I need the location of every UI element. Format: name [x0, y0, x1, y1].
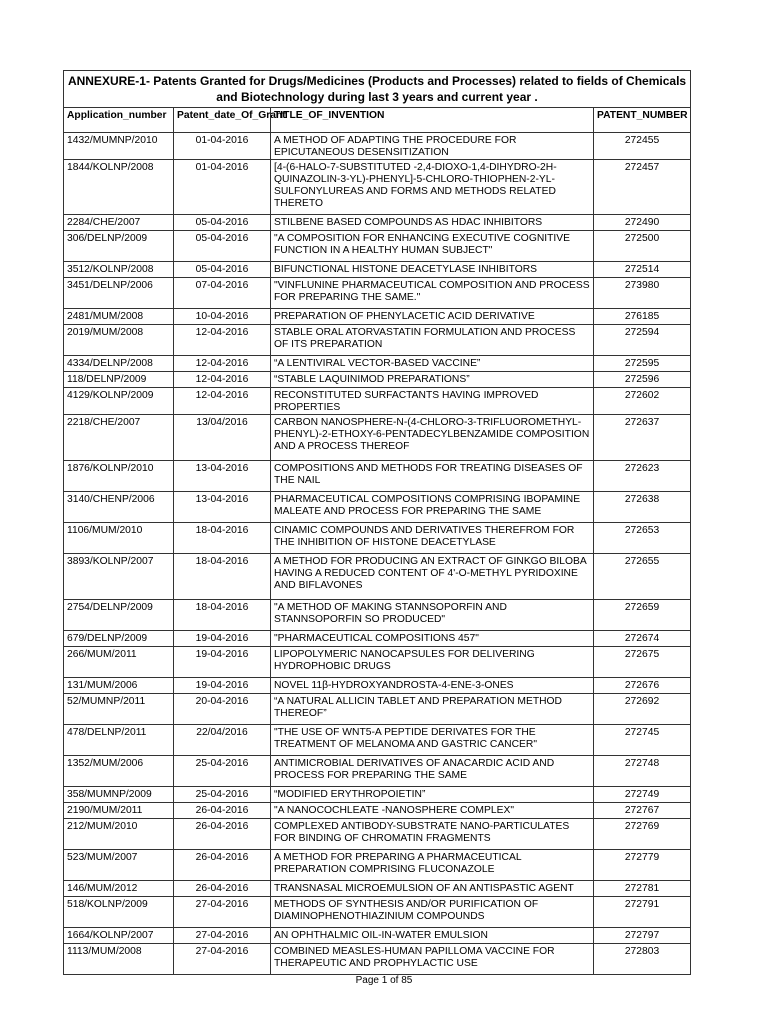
- application-number-cell: 523/MUM/2007: [64, 850, 174, 881]
- invention-title-cell: [4-(6-HALO-7-SUBSTITUTED -2,4-DIOXO-1,4-DIHYDRO-2H-QUINAZOLIN-3-YL)-PHENYL]-5-CHLORO-THIOPHEN-2-YL-SULFONYLUREAS AND FORMS AND METHODS RELATED THERETO: [271, 160, 594, 215]
- table-row: [64, 372, 691, 388]
- patent-number-cell: 272767: [594, 803, 691, 819]
- invention-title-cell: CARBON NANOSPHERE-N-(4-CHLORO-3-TRIFLUOROMETHYL-PHENYL)-2-ETHOXY-6-PENTADECYLBENZAMIDE COMPOSITION AND A PROCESS THEREOF: [271, 415, 594, 461]
- invention-title-cell: COMPOSITIONS AND METHODS FOR TREATING DISEASES OF THE NAIL: [271, 461, 594, 492]
- patent-date-cell: 10-04-2016: [174, 309, 271, 325]
- patent-date-cell: 01-04-2016: [174, 160, 271, 215]
- patent-number-cell: 272638: [594, 492, 691, 523]
- patent-date-cell: 25-04-2016: [174, 756, 271, 787]
- invention-title-cell: TRANSNASAL MICROEMULSION OF AN ANTISPASTIC AGENT: [271, 881, 594, 897]
- table-row: [64, 492, 691, 523]
- patent-number-cell: 273980: [594, 278, 691, 309]
- table-row: [64, 725, 691, 756]
- patent-date-cell: 26-04-2016: [174, 819, 271, 850]
- table-row: [64, 133, 691, 160]
- patent-date-cell: 27-04-2016: [174, 944, 271, 975]
- invention-title-cell: “A NATURAL ALLICIN TABLET AND PREPARATION METHOD THEREOF”: [271, 694, 594, 725]
- patent-date-cell: 13-04-2016: [174, 492, 271, 523]
- page-footer: Page 1 of 85: [355, 975, 413, 986]
- patent-number-cell: 272602: [594, 388, 691, 415]
- patent-number-cell: 272594: [594, 325, 691, 356]
- patent-number-cell: 272595: [594, 356, 691, 372]
- table-row: [64, 461, 691, 492]
- patent-number-cell: 272490: [594, 215, 691, 231]
- table-row: [64, 215, 691, 231]
- application-number-cell: 2190/MUM/2011: [64, 803, 174, 819]
- patent-date-cell: 13-04-2016: [174, 461, 271, 492]
- patents-table: [63, 70, 691, 975]
- patent-number-cell: 272692: [594, 694, 691, 725]
- invention-title-cell: ANTIMICROBIAL DERIVATIVES OF ANACARDIC ACID AND PROCESS FOR PREPARING THE SAME: [271, 756, 594, 787]
- patent-number-cell: 272674: [594, 631, 691, 647]
- table-row: [64, 944, 691, 975]
- patent-date-cell: 27-04-2016: [174, 897, 271, 928]
- patent-number-cell: 272803: [594, 944, 691, 975]
- application-number-cell: 2284/CHE/2007: [64, 215, 174, 231]
- invention-title-cell: METHODS OF SYNTHESIS AND/OR PURIFICATION OF DIAMINOPHENOTHIAZINIUM COMPOUNDS: [271, 897, 594, 928]
- application-number-cell: 146/MUM/2012: [64, 881, 174, 897]
- table-row: [64, 819, 691, 850]
- invention-title-cell: "THE USE OF WNT5-A PEPTIDE DERIVATES FOR THE TREATMENT OF MELANOMA AND GASTRIC CANCER": [271, 725, 594, 756]
- patent-date-cell: 01-04-2016: [174, 133, 271, 160]
- invention-title-cell: PREPARATION OF PHENYLACETIC ACID DERIVATIVE: [271, 309, 594, 325]
- patent-number-cell: 272653: [594, 523, 691, 554]
- patent-date-cell: 13/04/2016: [174, 415, 271, 461]
- invention-title-cell: COMBINED MEASLES-HUMAN PAPILLOMA VACCINE FOR THERAPEUTIC AND PROPHYLACTIC USE: [271, 944, 594, 975]
- invention-title-cell: “STABLE LAQUINIMOD PREPARATIONS”: [271, 372, 594, 388]
- patent-number-cell: 272797: [594, 928, 691, 944]
- patent-date-cell: 26-04-2016: [174, 881, 271, 897]
- application-number-cell: 3140/CHENP/2006: [64, 492, 174, 523]
- header-patent-date: Patent_date_Of_Grant: [174, 108, 271, 133]
- application-number-cell: 358/MUMNP/2009: [64, 787, 174, 803]
- invention-title-cell: PHARMACEUTICAL COMPOSITIONS COMPRISING IBOPAMINE MALEATE AND PROCESS FOR PREPARING THE SAME: [271, 492, 594, 523]
- table-row: [64, 231, 691, 262]
- application-number-cell: 4334/DELNP/2008: [64, 356, 174, 372]
- patent-number-cell: 272623: [594, 461, 691, 492]
- patent-date-cell: 07-04-2016: [174, 278, 271, 309]
- table-row: [64, 262, 691, 278]
- invention-title-cell: STABLE ORAL ATORVASTATIN FORMULATION AND PROCESS OF ITS PREPARATION: [271, 325, 594, 356]
- table-header-row: [64, 108, 691, 133]
- patent-date-cell: 27-04-2016: [174, 928, 271, 944]
- patent-number-cell: 272781: [594, 881, 691, 897]
- table-row: [64, 325, 691, 356]
- invention-title-cell: A METHOD FOR PRODUCING AN EXTRACT OF GINKGO BILOBA HAVING A REDUCED CONTENT OF 4'-O-METHYL PYRIDOXINE AND BIFLAVONES: [271, 554, 594, 600]
- header-title-of-invention: TITLE_OF_INVENTION: [271, 108, 594, 133]
- application-number-cell: 1844/KOLNP/2008: [64, 160, 174, 215]
- invention-title-cell: BIFUNCTIONAL HISTONE DEACETYLASE INHIBITORS: [271, 262, 594, 278]
- application-number-cell: 52/MUMNP/2011: [64, 694, 174, 725]
- application-number-cell: 2754/DELNP/2009: [64, 600, 174, 631]
- invention-title-cell: "A COMPOSITION FOR ENHANCING EXECUTIVE COGNITIVE FUNCTION IN A HEALTHY HUMAN SUBJECT": [271, 231, 594, 262]
- application-number-cell: 3893/KOLNP/2007: [64, 554, 174, 600]
- invention-title-cell: A METHOD FOR PREPARING A PHARMACEUTICAL PREPARATION COMPRISING FLUCONAZOLE: [271, 850, 594, 881]
- patent-number-cell: 276185: [594, 309, 691, 325]
- table-row: [64, 523, 691, 554]
- table-row: [64, 600, 691, 631]
- application-number-cell: 4129/KOLNP/2009: [64, 388, 174, 415]
- patent-number-cell: 272514: [594, 262, 691, 278]
- table-row: [64, 756, 691, 787]
- application-number-cell: 1432/MUMNP/2010: [64, 133, 174, 160]
- patent-number-cell: 272455: [594, 133, 691, 160]
- invention-title-cell: RECONSTITUTED SURFACTANTS HAVING IMPROVED PROPERTIES: [271, 388, 594, 415]
- patent-number-cell: 272748: [594, 756, 691, 787]
- patent-number-cell: 272749: [594, 787, 691, 803]
- application-number-cell: 2218/CHE/2007: [64, 415, 174, 461]
- application-number-cell: 679/DELNP/2009: [64, 631, 174, 647]
- patent-date-cell: 05-04-2016: [174, 262, 271, 278]
- patent-number-cell: 272659: [594, 600, 691, 631]
- patent-date-cell: 26-04-2016: [174, 850, 271, 881]
- patent-number-cell: 272500: [594, 231, 691, 262]
- patent-date-cell: 05-04-2016: [174, 215, 271, 231]
- application-number-cell: 1352/MUM/2006: [64, 756, 174, 787]
- patent-number-cell: 272457: [594, 160, 691, 215]
- table-row: [64, 850, 691, 881]
- invention-title-cell: "A METHOD OF MAKING STANNSOPORFIN AND STANNSOPORFIN SO PRODUCED": [271, 600, 594, 631]
- application-number-cell: 1876/KOLNP/2010: [64, 461, 174, 492]
- patent-number-cell: 272675: [594, 647, 691, 678]
- table-row: [64, 694, 691, 725]
- patent-number-cell: 272769: [594, 819, 691, 850]
- application-number-cell: 1664/KOLNP/2007: [64, 928, 174, 944]
- patent-date-cell: 25-04-2016: [174, 787, 271, 803]
- header-patent-number: PATENT_NUMBER: [594, 108, 691, 133]
- table-row: [64, 803, 691, 819]
- table-row: [64, 554, 691, 600]
- invention-title-cell: STILBENE BASED COMPOUNDS AS HDAC INHIBITORS: [271, 215, 594, 231]
- patent-date-cell: 26-04-2016: [174, 803, 271, 819]
- table-row: [64, 787, 691, 803]
- table-row: [64, 278, 691, 309]
- table-row: [64, 309, 691, 325]
- invention-title-cell: “MODIFIED ERYTHROPOIETIN”: [271, 787, 594, 803]
- patent-date-cell: 19-04-2016: [174, 631, 271, 647]
- invention-title-cell: “A LENTIVIRAL VECTOR-BASED VACCINE”: [271, 356, 594, 372]
- table-row: [64, 928, 691, 944]
- invention-title-cell: A METHOD OF ADAPTING THE PROCEDURE FOR EPICUTANEOUS DESENSITIZATION: [271, 133, 594, 160]
- application-number-cell: 212/MUM/2010: [64, 819, 174, 850]
- patent-number-cell: 272791: [594, 897, 691, 928]
- application-number-cell: 118/DELNP/2009: [64, 372, 174, 388]
- patent-date-cell: 05-04-2016: [174, 231, 271, 262]
- table-row: [64, 897, 691, 928]
- invention-title-cell: "PHARMACEUTICAL COMPOSITIONS 457": [271, 631, 594, 647]
- table-row: [64, 160, 691, 215]
- patent-date-cell: 12-04-2016: [174, 388, 271, 415]
- patent-date-cell: 18-04-2016: [174, 554, 271, 600]
- patent-number-cell: 272779: [594, 850, 691, 881]
- invention-title-cell: "VINFLUNINE PHARMACEUTICAL COMPOSITION AND PROCESS FOR PREPARING THE SAME.": [271, 278, 594, 309]
- application-number-cell: 306/DELNP/2009: [64, 231, 174, 262]
- patent-number-cell: 272655: [594, 554, 691, 600]
- invention-title-cell: AN OPHTHALMIC OIL-IN-WATER EMULSION: [271, 928, 594, 944]
- table-row: [64, 631, 691, 647]
- application-number-cell: 266/MUM/2011: [64, 647, 174, 678]
- application-number-cell: 3512/KOLNP/2008: [64, 262, 174, 278]
- patent-number-cell: 272745: [594, 725, 691, 756]
- patent-date-cell: 18-04-2016: [174, 600, 271, 631]
- patent-date-cell: 19-04-2016: [174, 647, 271, 678]
- application-number-cell: 2481/MUM/2008: [64, 309, 174, 325]
- patent-date-cell: 18-04-2016: [174, 523, 271, 554]
- patent-number-cell: 272676: [594, 678, 691, 694]
- table-row: [64, 678, 691, 694]
- invention-title-cell: "A NANOCOCHLEATE -NANOSPHERE COMPLEX": [271, 803, 594, 819]
- patent-date-cell: 22/04/2016: [174, 725, 271, 756]
- table-row: [64, 647, 691, 678]
- invention-title-cell: CINAMIC COMPOUNDS AND DERIVATIVES THEREFROM FOR THE INHIBITION OF HISTONE DEACETYLASE: [271, 523, 594, 554]
- patent-date-cell: 12-04-2016: [174, 356, 271, 372]
- application-number-cell: 518/KOLNP/2009: [64, 897, 174, 928]
- application-number-cell: 2019/MUM/2008: [64, 325, 174, 356]
- application-number-cell: 1113/MUM/2008: [64, 944, 174, 975]
- table-row: [64, 388, 691, 415]
- patent-number-cell: 272637: [594, 415, 691, 461]
- invention-title-cell: NOVEL 11β-HYDROXYANDROSTA-4-ENE-3-ONES: [271, 678, 594, 694]
- application-number-cell: 478/DELNP/2011: [64, 725, 174, 756]
- patent-date-cell: 12-04-2016: [174, 372, 271, 388]
- invention-title-cell: LIPOPOLYMERIC NANOCAPSULES FOR DELIVERING HYDROPHOBIC DRUGS: [271, 647, 594, 678]
- annexure-title-row: [64, 71, 691, 108]
- application-number-cell: 131/MUM/2006: [64, 678, 174, 694]
- invention-title-cell: COMPLEXED ANTIBODY-SUBSTRATE NANO-PARTICULATES FOR BINDING OF CHROMATIN FRAGMENTS: [271, 819, 594, 850]
- application-number-cell: 3451/DELNP/2006: [64, 278, 174, 309]
- table-row: [64, 356, 691, 372]
- table-row: [64, 881, 691, 897]
- patent-date-cell: 12-04-2016: [174, 325, 271, 356]
- table-row: [64, 415, 691, 461]
- patent-number-cell: 272596: [594, 372, 691, 388]
- application-number-cell: 1106/MUM/2010: [64, 523, 174, 554]
- patent-date-cell: 20-04-2016: [174, 694, 271, 725]
- patent-date-cell: 19-04-2016: [174, 678, 271, 694]
- annexure-title: ANNEXURE-1- Patents Granted for Drugs/Medicines (Products and Processes) related to fields of Chemicals and Biotechnology during last 3 years and current year .: [64, 71, 691, 108]
- header-application-number: Application_number: [64, 108, 174, 133]
